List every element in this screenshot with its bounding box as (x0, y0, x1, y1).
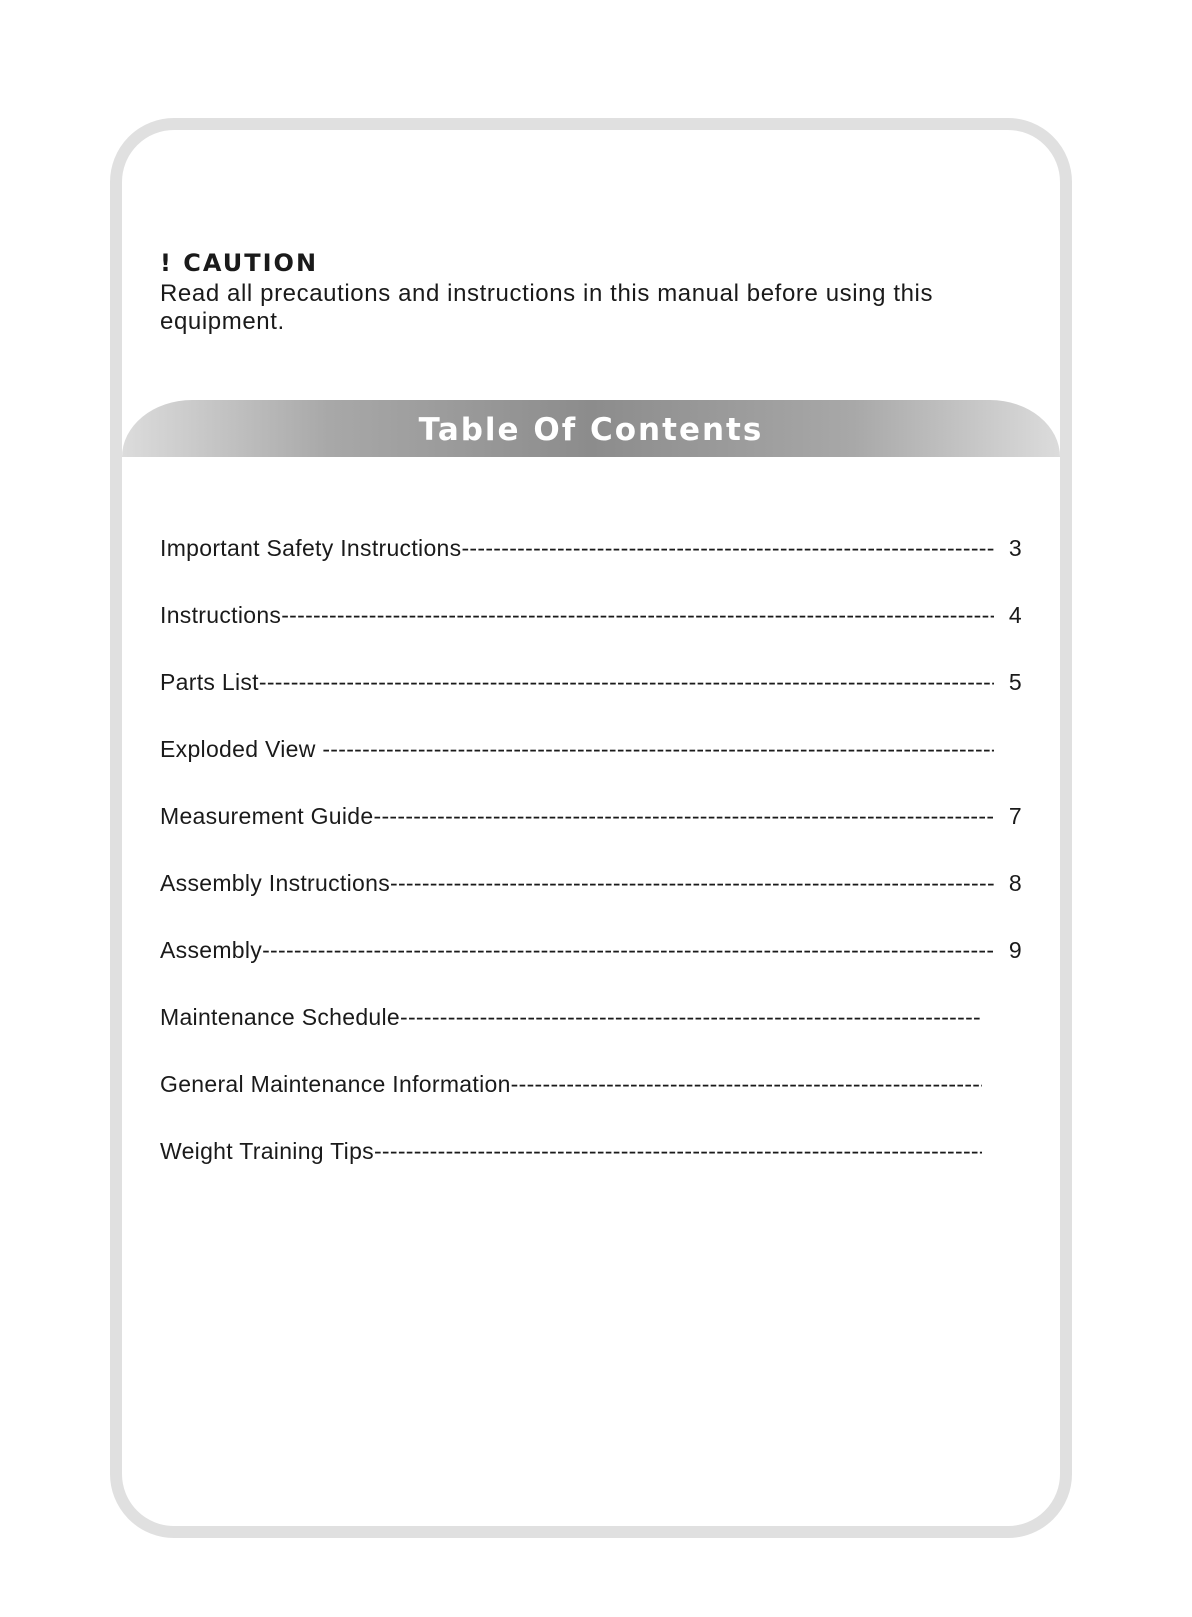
toc-item-label: Parts List (160, 669, 259, 695)
toc-item-page: 8 (1008, 870, 1022, 896)
toc-item[interactable] (160, 602, 1022, 669)
toc-item-label: Assembly (160, 937, 263, 963)
toc-item[interactable] (160, 937, 1022, 1004)
toc-item-label: Instructions (160, 602, 282, 628)
toc-item[interactable] (160, 736, 1022, 803)
toc-item[interactable] (160, 1138, 1022, 1205)
toc-banner (122, 400, 1060, 457)
toc-item-label: Exploded View (160, 736, 323, 762)
toc-item-label: Measurement Guide (160, 803, 374, 829)
toc-item[interactable] (160, 1004, 1022, 1071)
toc-leader (322, 736, 994, 763)
toc-item[interactable] (160, 535, 1022, 602)
toc-leader (262, 937, 994, 964)
toc-item-page: 5 (1008, 669, 1022, 695)
toc-leader (400, 1004, 982, 1031)
toc-title: Table Of Contents (418, 411, 764, 448)
toc-leader (511, 1071, 982, 1098)
toc-list (160, 535, 1022, 1205)
caution-title: ! CAUTION (160, 249, 319, 277)
toc-leader (281, 602, 994, 629)
toc-item-label: Important Safety Instructions (160, 535, 462, 561)
toc-item-label: Weight Training Tips (160, 1138, 374, 1164)
toc-leader (259, 669, 994, 696)
toc-item-label: General Maintenance Information (160, 1071, 511, 1097)
toc-leader (461, 535, 994, 562)
toc-item-label: Assembly Instructions (160, 870, 390, 896)
toc-item[interactable] (160, 1071, 1022, 1138)
toc-item[interactable] (160, 803, 1022, 870)
page-frame (110, 118, 1072, 1538)
toc-item-page: 4 (1008, 602, 1022, 628)
toc-item-label: Maintenance Schedule (160, 1004, 400, 1030)
toc-leader (390, 870, 994, 897)
toc-item-page: 3 (1008, 535, 1022, 561)
toc-item-page: 7 (1008, 803, 1022, 829)
toc-leader (374, 1138, 982, 1165)
toc-leader (373, 803, 994, 830)
caution-section (160, 248, 1020, 336)
toc-item[interactable] (160, 870, 1022, 937)
caution-text: Read all precautions and instructions in this manual before using this equipment. (160, 280, 934, 335)
toc-item[interactable] (160, 669, 1022, 736)
toc-item-page: 9 (1008, 937, 1022, 963)
